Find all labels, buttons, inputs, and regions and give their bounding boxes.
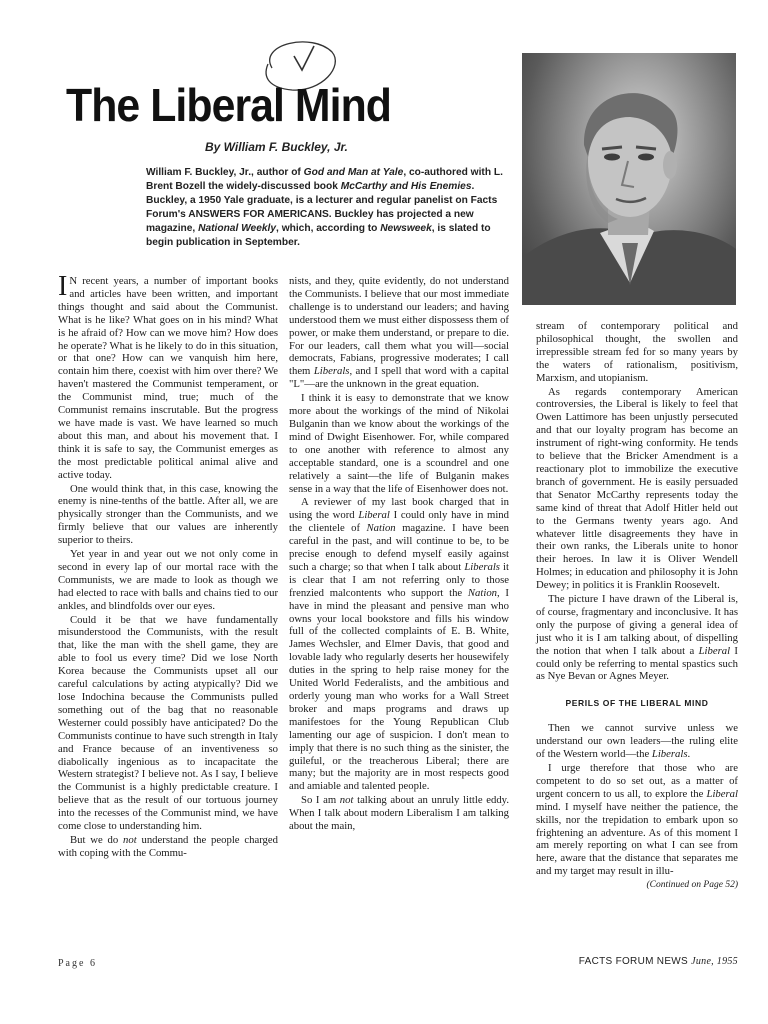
section-subhead: PERILS OF THE LIBERAL MIND (565, 698, 709, 709)
continued-note: (Continued on Page 52) (646, 880, 738, 891)
article-byline: By William F. Buckley, Jr. (205, 140, 348, 154)
paragraph: Yet year in and year out we not only come in second in every lap of our mortal race with the Communists, we are made to look as though we had elected to race with balls and chains tied to our ankles, and blindfolds over our eyes. (58, 548, 278, 612)
paragraph: So I am not talking about an unruly little eddy. When I talk about modern Liberalism I am talking about the main, (289, 794, 509, 833)
paragraph: Then we cannot survive unless we understand our own leaders—the ruling elite of the Western world—the Liberals. (536, 722, 738, 761)
paragraph: I N recent years, a number of important books and articles have been written, and important things thought and said about the Communist. What is he like? What goes on in his mind? What is he afraid of? How can we move him? How does he operate? What is he likely to do in this situation, or that one? How can we vanquish him here, contain him there, coexist with him over there? We haven't mastered the Communist temperament, or the Communist mind, true; much of the Communist remains inscrutable. But the progress we have made is vast. We have learned so much about this man, and about his movement that. I think it is safe to say, the Communist emerges as the most predictable political animal alive and active today. (58, 271, 278, 481)
article-column-2 (289, 275, 509, 833)
publication-name: FACTS FORUM NEWS (578, 956, 689, 967)
article-column-1 (58, 271, 278, 860)
paragraph: But we do not understand the people charged with coping with the Commu- (58, 833, 278, 859)
author-portrait-photo (522, 53, 736, 305)
paragraph: The picture I have drawn of the Liberal is, of course, fragmentary and inconclusive. It has only the purpose of giving a general idea of just who it is I am talking about, of dispelling the notion that when I talk about a Liberal I could only be referring to mental spastics such as Nye Bevan or Agnes Meyer. (536, 593, 738, 683)
paragraph: I urge therefore that those who are competent to do so set out, as a matter of urgent concern to us all, to explore the Liberal mind. I myself have neither the patience, the skills, nor the trepidation to embark upon so frightening an adventure. As of this moment I am merely reporting on what I can see from here, aware that the distance that separates me and my target may result in illu- (536, 762, 738, 878)
paragraph: A reviewer of my last book charged that in using the word Liberal I could only have in mind the clientele of Nation magazine. I have been careful in the past, and will continue to be, to be precise enough to defend myself easily against such a charge; so that when I talk about Liberals it is clear that I am not referring only to those frenzied malcontents who support the Nation, I have in mind the pleasant and pensive man who owns your local bookstore and fills his window full of the collected complaints of E. B. White, James Wechsler, and Elmer Davis, that good and lovable lady who regularly deserts her housewifely duties in the spring to help raise money for the United World Federalists, and the ambitious and orderly young man who works for a Wall Street broker and maps programs and draws up manifestoes for the Young Republican Club lamenting our age of suspicion. I don't mean to imply that there is no such thing as the sinister, the guileful, or the treacherous Liberal; there are many; but the majority are in most respects good and amiable and talented people. (289, 496, 509, 793)
publication-footer (520, 956, 738, 967)
paragraph: stream of contemporary political and philosophical thought, the swollen and irrepressible stream fed for so many years by the waters of rationalism, positivism, Marxism, and utopianism. (536, 320, 738, 384)
article-column-3 (536, 320, 738, 892)
page-number: Page 6 (58, 958, 97, 969)
paragraph: nists, and they, quite evidently, do not understand the Communists. I believe that our most immediate challenge is to understand our leaders; and having understood them we must either dispossess them of power, or make them understand, or prepare to die. For our leaders, call them what you will—social democrats, Fabians, progressive moderates; I call them Liberals, and I spell that word with a capital "L"—are the unknown in the great equation. (289, 275, 509, 391)
paragraph: Could it be that we have fundamentally misunderstood the Communists, with the result that, like the man with the shell game, they are able to fool us every time? Did we lose North Korea because the Communists upset all our careful calculations by acting atypically? Did we lose Indochina because the Communists pulled something out of the bag that no reasonable Westerner could possibly have anticipated? Do the Communists continue to have such strength in Italy and France because of an inventiveness so diabolically ingenious as to incapacitate the Western strategist? I believe not. As I say, I believe the Communist is a highly predictable creature. I believe that as the result of our tortuous journey into the recesses of the Communist mind, we have come close to understanding him. (58, 613, 278, 833)
paragraph: As regards contemporary American controversies, the Liberal is likely to feel that Owen Lattimore has been unjustly persecuted and that our loyalty program has become an instrument of right-wing conformity. He tends to believe that the Bricker Amendment is a reactionary plot to immobilize the executive branch of government. He is easily persuaded that Senator McCarthy represents today the same kind of threat that Adolf Hitler held out to the Germans twenty years ago. And whatever little disagreements they have in their own ranks, the Liberals unite to honor their heroes. In law it is Oliver Wendell Holmes; in education and philosophy it is John Dewey; in politics it is Franklin Roosevelt. (536, 385, 738, 592)
paragraph: I think it is easy to demonstrate that we know more about the workings of the mind of Nikolai Bulganin than we know about the workings of the mind of Dwight Eisenhower. For, while compared to one another with reference to almost any acceptable standard, one is a scoundrel and one relatively a saint—the life of Bulganin makes sense in a way that the life of Eisenhower does not. (289, 392, 509, 495)
paragraph: One would think that, in this case, knowing the enemy is nine-tenths of the battle. After all, we are physically stronger than the Communists, and we firmly believe that our values are inherently superior to theirs. (58, 482, 278, 547)
publication-date: June, 1955 (691, 956, 738, 967)
article-title: The Liberal Mind (66, 79, 392, 131)
author-intro: William F. Buckley, Jr., author of God and Man at Yale, co-authored with L. Brent Bozell the widely-discussed book McCarthy and His Enemies. Buckley, a 1950 Yale graduate, is a lecturer and regular panelist on Facts Forum's ANSWERS FOR AMERICANS. Buckley has projected a new magazine, National Weekly, which, according to Newsweek, is slated to begin publication in September. (146, 167, 503, 248)
